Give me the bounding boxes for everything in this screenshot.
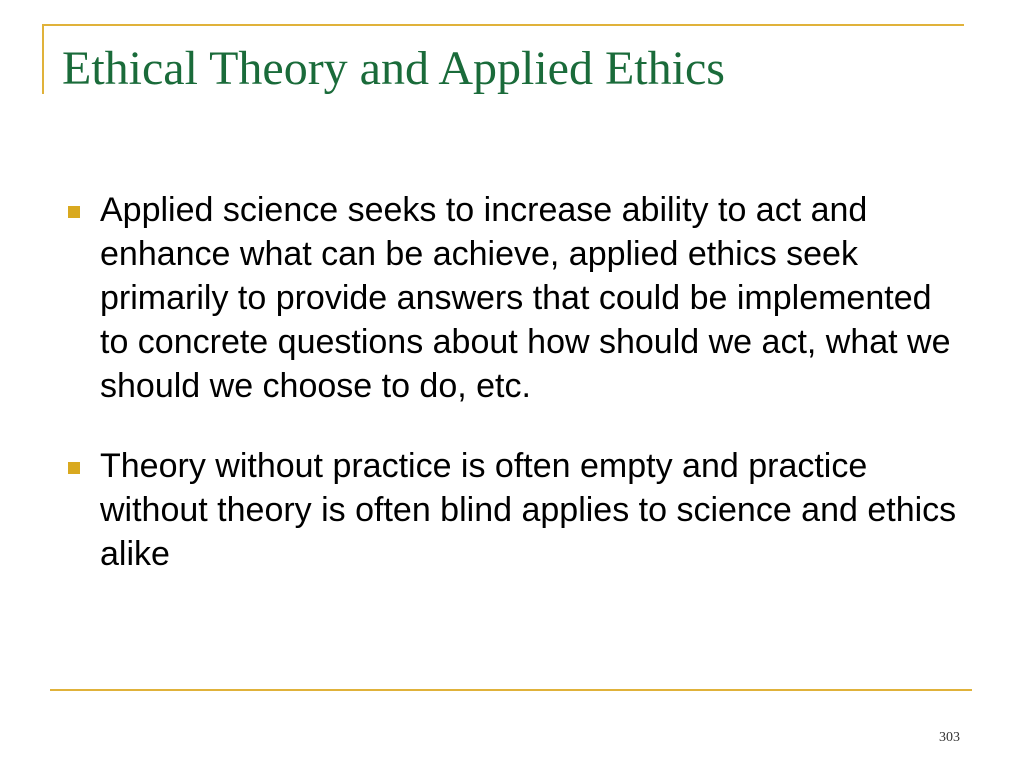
- top-border-line: [42, 24, 964, 26]
- left-border-line: [42, 24, 44, 94]
- bullet-list: [62, 188, 962, 612]
- bullet-text-1: Applied science seeks to increase ability to act and enhance what can be achieve, applied ethics seek primarily to provide answers that could be implemented to concrete questions about how should we act, what we should we choose to do, etc.: [100, 191, 951, 405]
- page-number: 303: [939, 730, 960, 745]
- bullet-item-2: [62, 444, 962, 576]
- square-bullet-icon: [68, 462, 80, 474]
- slide-title: Ethical Theory and Applied Ethics: [62, 42, 725, 95]
- square-bullet-icon: [68, 206, 80, 218]
- bottom-border-line: [50, 689, 972, 691]
- bullet-text-2: Theory without practice is often empty and practice without theory is often blind applies to science and ethics alike: [100, 447, 957, 573]
- bullet-item-1: [62, 188, 962, 408]
